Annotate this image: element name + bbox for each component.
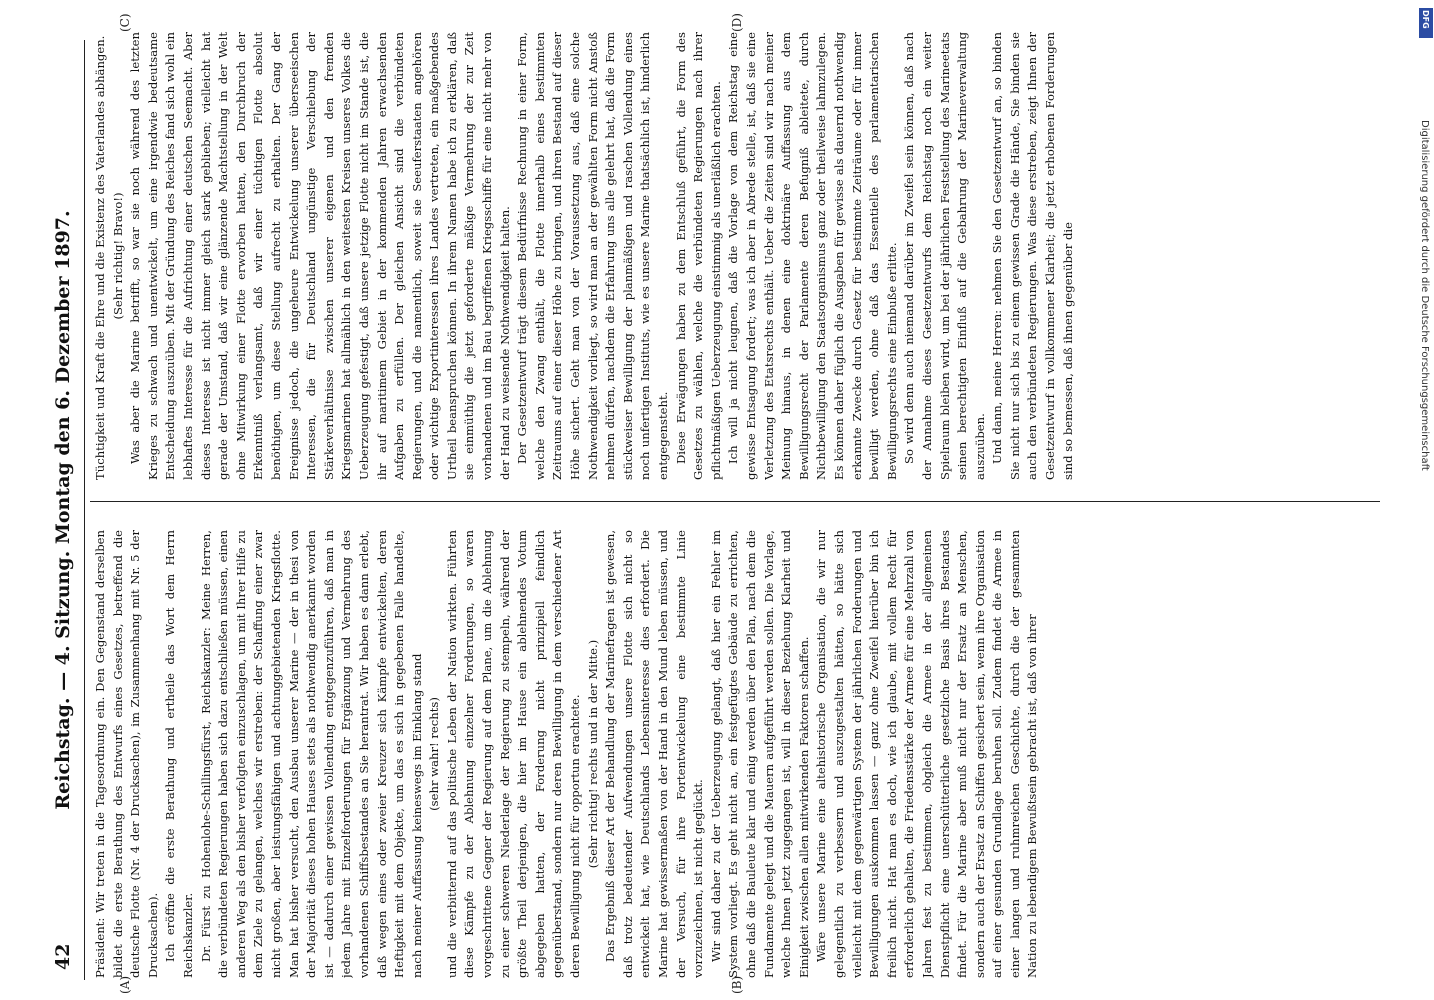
- column-divider: [90, 501, 1380, 502]
- interjection: (Sehr richtig! Bravo!): [110, 192, 125, 320]
- margin-mark-b: (B): [730, 975, 744, 994]
- text-column-left: [92, 530, 1422, 978]
- digitization-note-text: Digitalisierung gefördert durch die Deutsche Forschungsgemeinschaft: [1419, 120, 1430, 471]
- paragraph: Was aber die Marine betrifft, so war sie noch während des letzten Krieges zu schwach und unentwickelt, um eine irgendwie bedeutsame Entscheidung auszuüben. Mit der Gründung des Reiches fand sich wohl ein lebhaftes Interesse für die Aufrichtung einer deutschen Seemacht. Aber dieses Interesse ist nicht immer gleich stark geblieben; vielleicht hat gerade der Umstand, daß wir eine glänzende Machtstellung in der Welt ohne Mitwirkung einer Flotte erworben hatten, den Durchbruch der Erkenntniß verlangsamt, daß wir einer tüchtigen Flotte absolut benöthigen, um diese Stellung aufrecht zu erhalten. Der Gang der Ereignisse jedoch, die ungeheure Entwickelung unserer überseeischen Interessen, die für Deutschland ungünstige Verschiebung der Stärkeverhältnisse zwischen unserer eigenen und den fremden Kriegsmarinen hat allmählich in den weitesten Kreisen unseres Volkes die Ueberzeugung gefestigt, daß unsere jetzige Flotte nicht im Stande ist, die ihr auf maritimem Gebiet in der kommenden Jahren erwachsenden Aufgaben zu erfüllen. Der gleichen Ansicht sind die verbündeten Regierungen, und die namentlich, soweit sie Seeuferstaaten angehören oder wichtige Exportinteressen ihres Landes vertreten, ein maßgebendes Urtheil beanspruchen können. In ihrem Namen habe ich zu erklären, daß sie einmüthig die jetzt geforderte mäßige Vermehrung der zur Zeit vorhandenen und im Bau begriffenen Kriegsschiffe für eine nicht mehr von der Hand zu weisende Nothwendigkeit halten.: [128, 32, 512, 480]
- paragraph: Tüchtigkeit und Kraft die Ehre und die Existenz des Vaterlandes abhängen.: [93, 35, 107, 480]
- dfg-logo-text: DFG: [1421, 10, 1430, 29]
- paragraph: Der Gesetzentwurf trägt diesem Bedürfnisse Rechnung in einer Form, welche den Zwang enthält, die Flotte innerhalb eines bestimmten Zeitraums auf einer dieser Höhe zu bringen, und ihren Bestand auf dieser Höhe sichert. Geht man von der Voraussetzung aus, daß eine solche Nothwendigkeit vorliegt, so wird man an der gewählten Form nicht Anstoß nehmen dürfen, nachdem die Erfahrung uns alle gelehrt hat, daß die Form stückweiser Bewilligung der planmäßigen und raschen Vollendung eines noch unfertigen Instituts, wie es unsere Marine thatsächlich ist, hinderlich entgegensteht.: [515, 32, 670, 480]
- digitization-note: [1416, 120, 1432, 880]
- paragraph: Diese Erwägungen haben zu dem Entschluß geführt, die Form des Gesetzes zu wählen, welche die verbündeten Regierungen nach ihrer pflichtmäßigen Ueberzeugung einstimmig als unerläßlich erachten.: [673, 32, 723, 480]
- paragraph: Präsident: Wir treten in die Tagesordnung ein. Den Gegenstand derselben bildet die erste Berathung des Entwurfs eines Gesetzes, betreffend die deutsche Flotte (Nr. 4 der Drucksachen), im Zusammenhang mit Nr. 5 der Drucksachen).: [93, 530, 160, 978]
- paragraph: und die verbitternd auf das politische Leben der Nation wirkten. Führten diese Kämpfe zu der Ablehnung einzelner Forderungen, so waren vorgeschrittene Gegner der Regierung auf dem Plane, um die Ablehnung zu einer schweren Niederlage der Regierung zu stempeln, während der größte Theil derjenigen, die hier im Hause ein ablehnendes Votum abgegeben hatten, der Forderung nicht prinzipiell feindlich gegenüberstand, sondern nur deren Bewilligung in dem verschiedener Art deren Bewilligung nicht für opportun erachtete.: [444, 530, 583, 978]
- paragraph: Ich will ja nicht leugnen, daß die Vorlage von dem Reichstag eine gewisse Entsagung fordert; was ich aber in Abrede stelle, ist, daß sie eine Verletzung des Etatsrechts enthält. Ueber die Zeiten sind wir nach meiner Meinung hinaus, in denen eine doktrinäre Auffassung aus dem Bewilligungsrecht der Parlamente deren Befugniß ableitete, durch Nichtbewilligung den Staatsorganismus ganz oder theilweise lahmzulegen. Es können daher füglich die Ausgaben für gewisse als dauernd nothwendig erkannte Zwecke durch Gesetz für bestimmte Zeiträume oder für immer bewilligt werden, ohne daß das Essentielle des parlamentarischen Bewilligungsrechts eine Einbuße erlitte.: [726, 32, 899, 480]
- paragraph: So wird denn auch niemand darüber im Zweifel sein können, daß nach der Annahme dieses Gesetzentwurfs dem Reichstag noch ein weiter Spielraum bleiben wird, um bei der jährlichen Feststellung des Marineetats seinen berechtigten Einfluß auf die Gebahrung der Marineverwaltung auszuüben.: [902, 32, 987, 480]
- interjection: (Sehr richtig! rechts und in der Mitte.): [585, 639, 600, 869]
- margin-mark-d: (D): [730, 13, 744, 32]
- text-column-right: [92, 32, 1422, 480]
- margin-mark-a: (A): [118, 975, 132, 994]
- paragraph: Wäre unsere Marine eine altehistorische Organisation, die wir nur gelegentlich zu verbessern und auszugestalten hätten, so hätte sich vielleicht mit dem gegenwärtigen System der jährlichen Forderungen und Bewilligungen auskommen lassen — ganz ohne Zweifel hierüber bin ich freilich nicht. Hat man es doch, wie ich glaube, mit vollem Recht für erforderlich gehalten, die Friedensstärke der Armee für eine Mehrzahl von Jahren fest zu bestimmen, obgleich die Armee in der allgemeinen Dienstpflicht eine unerschütterliche gesetzliche Basis ihres Bestandes findet. Für die Marine aber muß nicht nur der Ersatz an Menschen, sondern auch der Ersatz an Schiffen gesichert sein, wenn ihre Organisation auf einer gesunden Grundlage beruhen soll. Zudem findet die Armee in einer langen und ruhmreichen Geschichte, durch die der gesammten Nation zu lebendigem Bewußtsein gebracht ist, daß von ihrer: [814, 530, 1040, 978]
- running-header: [48, 40, 84, 980]
- paragraph: Und dann, meine Herren: nehmen Sie den Gesetzentwurf an, so binden Sie nicht nur sich bis zu einem gewissen Grade die Hände, Sie binden sie auch den verbündeten Regierungen. Was diese erstreben, zeigt Ihnen der Gesetzentwurf in vollkommener Klarheit; die jetzt erhobenen Forderungen sind so bemessen, daß ihnen gegenüber die: [990, 32, 1075, 480]
- paragraph: Dr. Fürst zu Hohenlohe-Schillingsfürst, Reichskanzler: Meine Herren, die verbündeten Regierungen haben sich dazu entschließen müssen, einen anderen Weg als den bisher verfolgten einzuschlagen, um mit Ihrer Hilfe zu dem Ziele zu gelangen, welches wir erstreben: der Schaffung einer zwar nicht großen, aber leistungsfähigen und achtunggebietenden Kriegsflotte. Man hat bisher versucht, den Ausbau unserer Marine — der in thesi von der Majorität dieses hohen Hauses stets als nothwendig anerkannt worden ist — dadurch einer gewissen Vollendung entgegenzuführen, daß man in jedem Jahre mit Einzelforderungen für Ergänzung und Vermehrung des vorhandenen Schiffsbestandes an Sie herantrat. Wir haben es dann erlebt, daß wegen eines oder zweier Kreuzer sich Kämpfe entwickelten, deren Heftigkeit mit dem Objekte, um das es sich in gegebenen Falle handelte, nach meiner Auffassung keineswegs im Einklang stand: [198, 530, 424, 978]
- page-number: 42: [52, 943, 74, 970]
- paragraph: Wir sind daher zu der Ueberzeugung gelangt, daß hier ein Fehler im System vorliegt. Es geht nicht an, ein festgefügtes Gebäude zu errichten, ohne daß die Bauleute klar und einig werden über den Plan, nach dem die Fundamente gelegt und die Mauern aufgeführt werden sollen. Die Vorlage, welche Ihnen jetzt zugegangen ist, will in dieser Beziehung Klarheit und Einigkeit zwischen allen mitwirkenden Faktoren schaffen.: [708, 530, 811, 978]
- header-rule: [84, 40, 85, 980]
- paragraph: Ich eröffne die erste Berathung und ertheile das Wort dem Herrn Reichskanzler.: [163, 530, 195, 978]
- header-title: Reichstag. — 4. Sitzung. Montag den 6. Dezember 1897.: [52, 210, 74, 810]
- margin-mark-c: (C): [118, 13, 132, 32]
- dfg-logo: [1419, 8, 1433, 38]
- paragraph: Das Ergebniß dieser Art der Behandlung der Marinefragen ist gewesen, daß trotz bedeutender Aufwendungen unsere Flotte sich nicht so entwickelt hat, wie Deutschlands Lebensinteresse dies erfordert. Die Marine hat gewissermaßen von der Hand in den Mund leben müssen, und der Versuch, für ihre Fortentwickelung eine bestimmte Linie vorzuzeichnen, ist nicht geglückt.: [603, 530, 706, 978]
- interjection: (sehr wahr! rechts): [427, 697, 442, 811]
